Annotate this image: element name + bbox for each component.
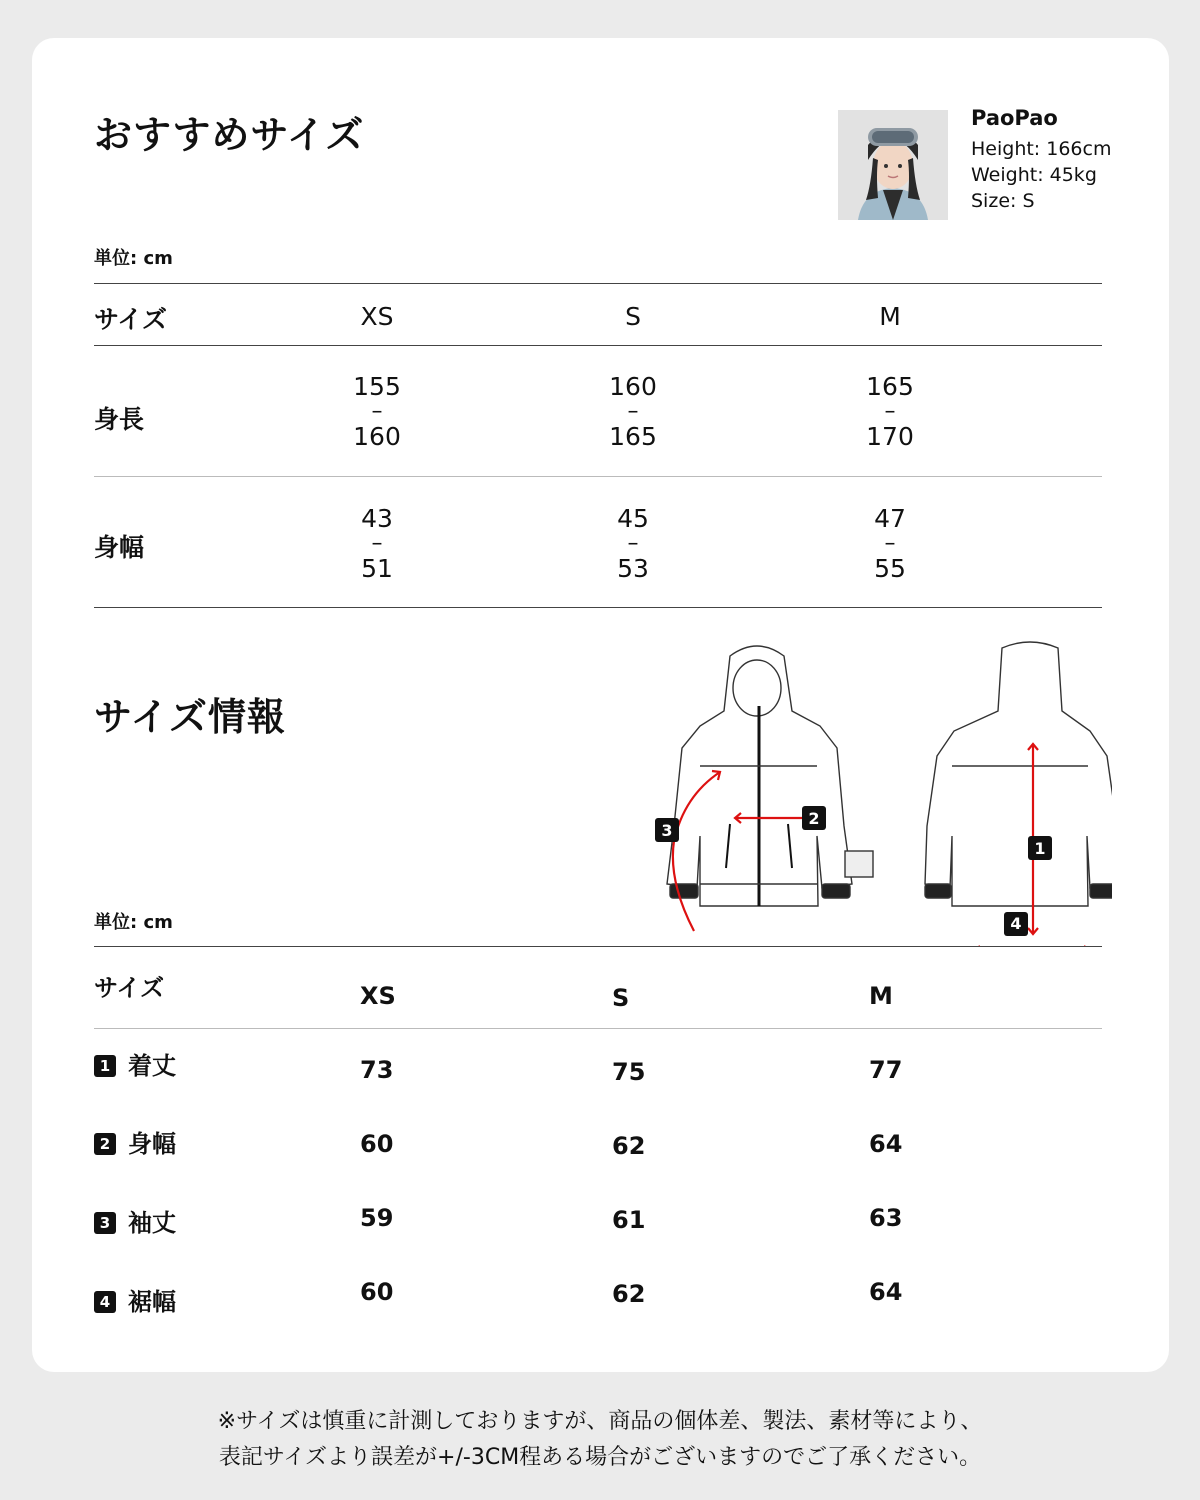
diagram-badge-1: 1: [1034, 839, 1046, 858]
sizeinfo-cell: 64: [869, 1130, 903, 1158]
row-badge: 1: [94, 1055, 116, 1077]
recommend-cell: 165 – 170: [866, 372, 914, 451]
sizeinfo-cell: 62: [612, 1280, 646, 1308]
model-height: Height: 166cm: [971, 138, 1112, 160]
sizeinfo-cell: 73: [360, 1056, 394, 1084]
recommend-cell: 45 – 53: [617, 504, 649, 583]
recommend-header-xs: XS: [360, 302, 394, 331]
sizeinfo-cell: 59: [360, 1204, 394, 1232]
sizeinfo-cell: 75: [612, 1058, 646, 1086]
sizeinfo-cell: 64: [869, 1278, 903, 1306]
footnote-line-1: ※サイズは慎重に計測しておりますが、商品の個体差、製法、素材等により、: [217, 1409, 983, 1434]
sizeinfo-cell: 60: [360, 1130, 394, 1158]
sizeinfo-cell: 61: [612, 1206, 646, 1234]
sizeinfo-cell: 60: [360, 1278, 394, 1306]
recommend-cell: 155 – 160: [353, 372, 401, 451]
recommend-row-label: 身幅: [94, 533, 145, 562]
sizeinfo-cell: 62: [612, 1132, 646, 1160]
recommend-cell: 47 – 55: [874, 504, 906, 583]
recommend-header-m: M: [879, 302, 901, 331]
diagram-badge-3: 3: [661, 821, 673, 840]
model-photo: [838, 110, 948, 220]
table-rule: [94, 476, 1102, 477]
sizeinfo-header-m: M: [869, 982, 893, 1010]
model-weight: Weight: 45kg: [971, 164, 1097, 186]
row-badge: 4: [94, 1291, 116, 1313]
model-info: [971, 106, 1111, 214]
size-chart-card: [32, 38, 1169, 1372]
sizeinfo-row-label: 3 袖丈: [94, 1203, 176, 1238]
footnote-line-2: 表記サイズより誤差が+/-3CM程ある場合がございますのでご了承ください。: [218, 1445, 982, 1470]
diagram-badge-2: 2: [808, 809, 820, 828]
recommend-header-s: S: [625, 302, 641, 331]
model-name: PaoPao: [971, 106, 1058, 130]
sizeinfo-cell: 63: [869, 1204, 903, 1232]
sizeinfo-row-label: 2 身幅: [94, 1124, 176, 1159]
sizeinfo-title: サイズ情報: [94, 695, 286, 739]
table-rule: [94, 607, 1102, 608]
table-rule: [94, 283, 1102, 284]
table-rule: [94, 1028, 1102, 1029]
table-rule: [94, 345, 1102, 346]
sizeinfo-header-xs: XS: [360, 982, 396, 1010]
sizeinfo-row-label: 1 着丈: [94, 1046, 176, 1081]
recommend-cell: 160 – 165: [609, 372, 657, 451]
table-rule: [94, 946, 1102, 947]
row-badge: 2: [94, 1133, 116, 1155]
row-badge: 3: [94, 1212, 116, 1234]
sizeinfo-cell: 77: [869, 1056, 903, 1084]
sizeinfo-header-s: S: [612, 984, 630, 1012]
recommend-header-label: サイズ: [94, 305, 168, 334]
recommend-title: おすすめサイズ: [94, 113, 365, 157]
sizeinfo-header-label: サイズ: [94, 974, 165, 1002]
sizeinfo-unit: 単位: cm: [94, 912, 173, 933]
sizeinfo-row-label: 4 裾幅: [94, 1282, 176, 1317]
recommend-unit: 単位: cm: [94, 248, 173, 269]
recommend-row-label: 身長: [94, 405, 145, 434]
diagram-badge-4: 4: [1004, 912, 1028, 936]
jacket-diagram: [612, 636, 1112, 946]
recommend-cell: 43 – 51: [361, 504, 393, 583]
model-size: Size: S: [971, 190, 1035, 212]
